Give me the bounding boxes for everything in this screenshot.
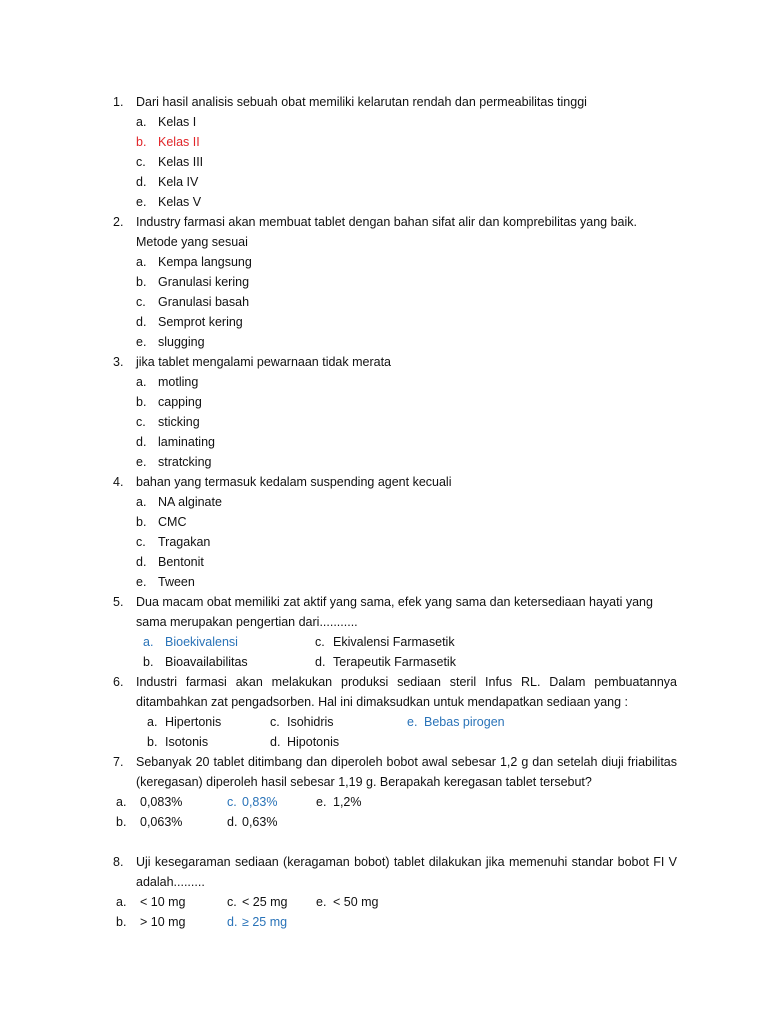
question-number: 7.: [113, 755, 124, 769]
option-text: < 25 mg: [242, 895, 288, 909]
option-letter: b.: [116, 815, 127, 829]
option-text: Terapeutik Farmasetik: [333, 655, 456, 669]
option-text: Bentonit: [158, 555, 204, 569]
option-text: Kelas I: [158, 115, 197, 129]
option-letter: a.: [136, 115, 147, 129]
question-number: 8.: [113, 855, 124, 869]
option-letter: e.: [136, 335, 147, 349]
option-text: < 10 mg: [140, 895, 186, 909]
question-text: adalah.........: [136, 875, 205, 889]
option-text: < 50 mg: [333, 895, 379, 909]
option-letter: c.: [315, 635, 325, 649]
option-letter: c.: [270, 715, 280, 729]
option-letter-answer: b.: [136, 135, 147, 149]
option-text: 0,083%: [140, 795, 183, 809]
question-text: (keregasan) diperoleh hasil sebesar 1,19 g. Berapakah keregasan tablet tersebut?: [136, 775, 592, 789]
option-letter: d.: [315, 655, 326, 669]
option-letter-answer: e.: [407, 715, 418, 729]
option-letter: a.: [116, 895, 127, 909]
question-text: Dua macam obat memiliki zat aktif yang sama, efek yang sama dan ketersediaan hayati yang: [136, 595, 653, 609]
question-text: Metode yang sesuai: [136, 235, 248, 249]
question-number: 6.: [113, 675, 124, 689]
option-letter: b.: [136, 395, 147, 409]
option-letter: a.: [136, 255, 147, 269]
option-letter: e.: [316, 895, 327, 909]
question-text: sama merupakan pengertian dari...........: [136, 615, 358, 629]
question-number: 4.: [113, 475, 124, 489]
option-text: > 10 mg: [140, 915, 186, 929]
question-number: 3.: [113, 355, 124, 369]
option-letter: d.: [136, 555, 147, 569]
option-letter: b.: [143, 655, 154, 669]
question-text: Uji kesegaraman sediaan (keragaman bobot) tablet dilakukan jika memenuhi standar bobot FI V: [136, 855, 677, 869]
option-letter: d.: [227, 815, 238, 829]
option-letter: d.: [270, 735, 281, 749]
option-text: Kempa langsung: [158, 255, 252, 269]
option-text: Bioavailabilitas: [165, 655, 248, 669]
option-text: 1,2%: [333, 795, 362, 809]
option-letter: a.: [116, 795, 127, 809]
option-text: CMC: [158, 515, 187, 529]
option-text: Hipotonis: [287, 735, 340, 749]
question-text: Dari hasil analisis sebuah obat memiliki kelarutan rendah dan permeabilitas tinggi: [136, 95, 587, 109]
question-text: Sebanyak 20 tablet ditimbang dan diperoleh bobot awal sebesar 1,2 g dan setelah diuji friabilitas: [136, 755, 677, 769]
option-text: Granulasi kering: [158, 275, 250, 289]
question-text: Industri farmasi akan melakukan produksi sediaan steril Infus RL. Dalam pembuatannya: [136, 675, 677, 689]
option-text: Isotonis: [165, 735, 209, 749]
option-letter-answer: a.: [143, 635, 154, 649]
option-text: Tragakan: [158, 535, 211, 549]
option-letter: e.: [136, 455, 147, 469]
option-text: capping: [158, 395, 202, 409]
option-letter: e.: [136, 195, 147, 209]
option-letter: c.: [136, 415, 146, 429]
option-text: slugging: [158, 335, 205, 349]
option-text: Tween: [158, 575, 195, 589]
option-letter: c.: [136, 295, 146, 309]
option-text: sticking: [158, 415, 200, 429]
option-text: 0,063%: [140, 815, 183, 829]
option-text: Ekivalensi Farmasetik: [333, 635, 455, 649]
option-letter-answer: c.: [227, 795, 237, 809]
option-text: Kelas V: [158, 195, 202, 209]
question-text: Industry farmasi akan membuat tablet dengan bahan sifat alir dan komprebilitas yang baik.: [136, 215, 637, 229]
option-text: NA alginate: [158, 495, 222, 509]
option-letter: d.: [136, 175, 147, 189]
option-letter: b.: [136, 275, 147, 289]
question-number: 1.: [113, 95, 124, 109]
option-text-answer: Bebas pirogen: [424, 715, 505, 729]
option-text: laminating: [158, 435, 215, 449]
option-text: Kelas III: [158, 155, 204, 169]
option-letter: c.: [227, 895, 237, 909]
option-letter: e.: [136, 575, 147, 589]
option-letter: e.: [316, 795, 327, 809]
option-text: stratcking: [158, 455, 212, 469]
option-letter: c.: [136, 535, 146, 549]
question-number: 2.: [113, 215, 124, 229]
option-text: 0,63%: [242, 815, 278, 829]
option-letter: a.: [136, 495, 147, 509]
option-text: motling: [158, 375, 199, 389]
option-text: Hipertonis: [165, 715, 222, 729]
option-text-answer: 0,83%: [242, 795, 278, 809]
option-text: Granulasi basah: [158, 295, 250, 309]
option-letter: a.: [136, 375, 147, 389]
option-letter-answer: d.: [227, 915, 238, 929]
question-number: 5.: [113, 595, 124, 609]
question-text: bahan yang termasuk kedalam suspending agent kecuali: [136, 475, 452, 489]
option-text: Semprot kering: [158, 315, 243, 329]
question-text: jika tablet mengalami pewarnaan tidak merata: [136, 355, 391, 369]
option-letter: a.: [147, 715, 158, 729]
option-letter: b.: [147, 735, 158, 749]
option-letter: b.: [116, 915, 127, 929]
option-letter: b.: [136, 515, 147, 529]
option-letter: d.: [136, 315, 147, 329]
option-letter: c.: [136, 155, 146, 169]
option-text: Isohidris: [287, 715, 334, 729]
option-text-answer: Kelas II: [158, 135, 200, 149]
option-text-answer: ≥ 25 mg: [242, 915, 288, 929]
option-letter: d.: [136, 435, 147, 449]
option-text-answer: Bioekivalensi: [165, 635, 238, 649]
question-text: ditambahkan zat pengadsorben. Hal ini dimaksudkan untuk mendapatkan sediaan yang :: [136, 695, 628, 709]
option-text: Kela IV: [158, 175, 199, 189]
